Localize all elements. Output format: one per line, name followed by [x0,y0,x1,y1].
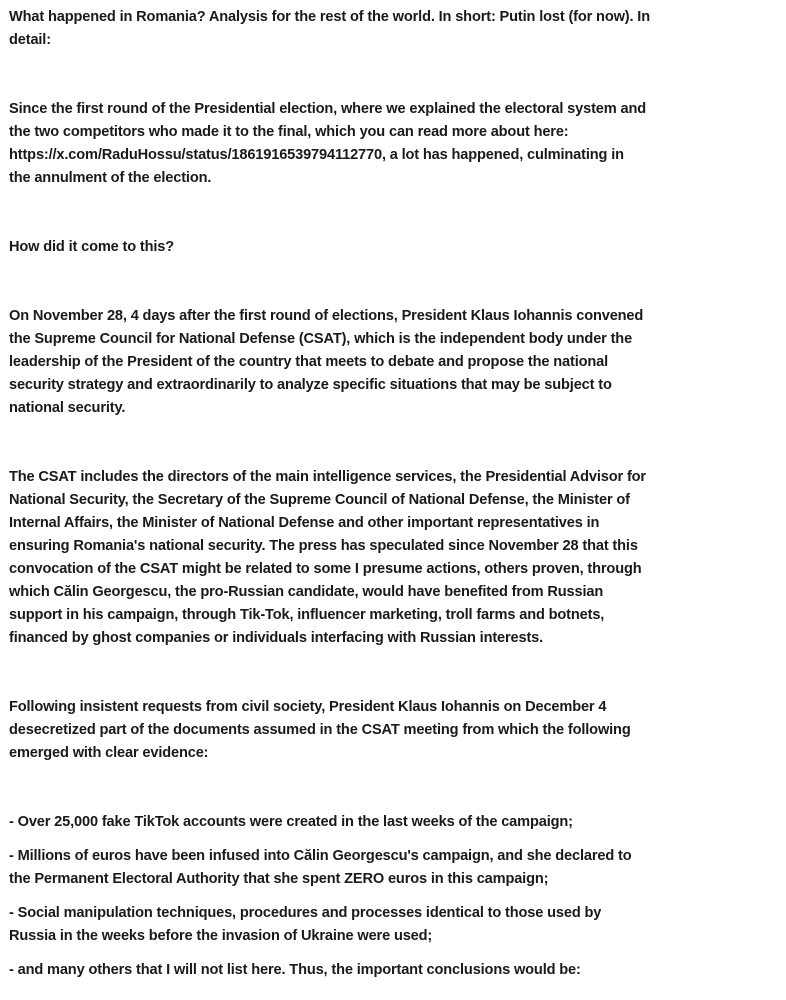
text-line: Following insistent requests from civil society, President Klaus Iohannis on December 4 [9,699,607,715]
text-line: the Supreme Council for National Defense (CSAT), which is the independent body under the [9,331,633,347]
list-item [9,811,786,834]
text-line: Russia in the weeks before the invasion of Ukraine were used; [9,928,433,944]
text-line: National Security, the Secretary of the Supreme Council of National Defense, the Minister of [9,492,630,508]
list-item [9,902,786,948]
text-line: national security. [9,400,126,416]
text-line: The CSAT includes the directors of the main intelligence services, the Presidential Advisor for [9,469,646,485]
text-line: the annulment of the election. [9,170,212,186]
text-line: Since the first round of the Presidential election, where we explained the electoral system and [9,101,646,117]
text-line: - and many others that I will not list here. Thus, the important conclusions would be: [9,962,581,978]
text-line: How did it come to this? [9,239,175,255]
paragraph [9,6,786,52]
text-line: emerged with clear evidence: [9,745,209,761]
text-line: security strategy and extraordinarily to analyze specific situations that may be subject to [9,377,612,393]
list-item [9,959,786,982]
text-line: desecretized part of the documents assumed in the CSAT meeting from which the following [9,722,631,738]
text-line: On November 28, 4 days after the first round of elections, President Klaus Iohannis convened [9,308,644,324]
text-line: leadership of the President of the country that meets to debate and propose the national [9,354,609,370]
paragraph [9,98,786,190]
text-line: support in his campaign, through Tik-Tok, influencer marketing, troll farms and botnets, [9,607,605,623]
text-line: What happened in Romania? Analysis for the rest of the world. In short: Putin lost (for now). In [9,9,650,25]
text-line: detail: [9,32,51,48]
text-line: the Permanent Electoral Authority that she spent ZERO euros in this campaign; [9,871,549,887]
text-line: which Călin Georgescu, the pro-Russian candidate, would have benefited from Russian [9,584,604,600]
text-line: - Over 25,000 fake TikTok accounts were created in the last weeks of the campaign; [9,814,573,830]
text-line: Internal Affairs, the Minister of National Defense and other important representatives in [9,515,600,531]
text-line: financed by ghost companies or individuals interfacing with Russian interests. [9,630,544,646]
text-line: - Millions of euros have been infused into Călin Georgescu's campaign, and she declared to [9,848,632,864]
paragraph [9,696,786,765]
text-line: convocation of the CSAT might be related to some I presume actions, others proven, through [9,561,642,577]
paragraph [9,236,786,259]
paragraph [9,466,786,650]
list-item [9,845,786,891]
text-line: the two competitors who made it to the final, which you can read more about here: [9,124,569,140]
text-line: https://x.com/RaduHossu/status/1861916539794112770, a lot has happened, culminating in [9,147,624,163]
paragraph [9,305,786,420]
text-line: - Social manipulation techniques, procedures and processes identical to those used by [9,905,602,921]
text-line: ensuring Romania's national security. The press has speculated since November 28 that this [9,538,638,554]
